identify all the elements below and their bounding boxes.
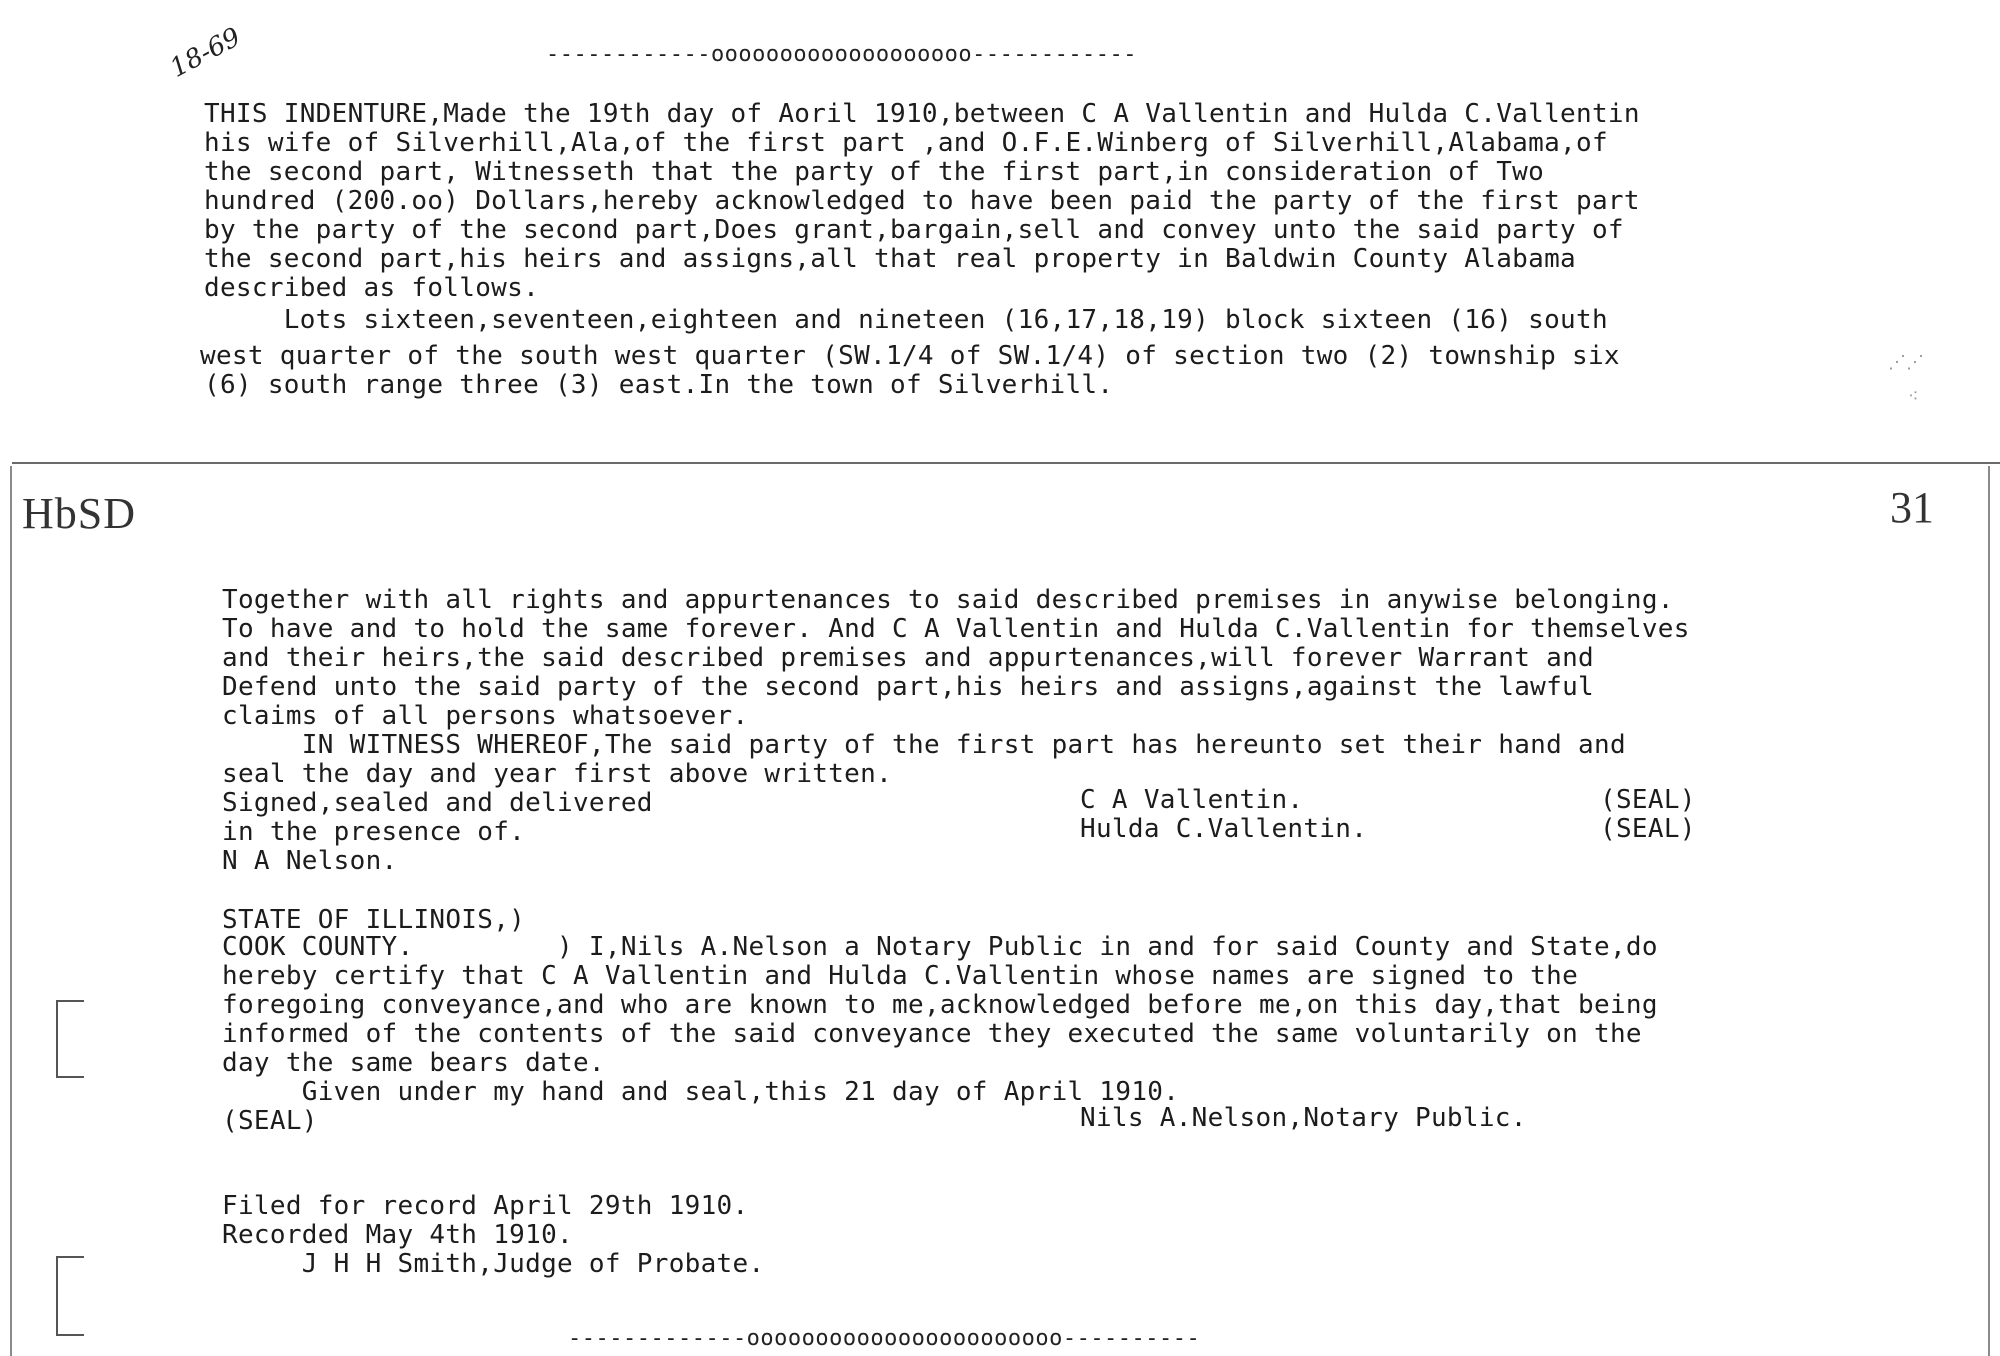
notary-seal: (SEAL)	[222, 1106, 318, 1136]
deed-line: and their heirs,the said described premises and appurtenances,will forever Warrant and	[222, 643, 1594, 673]
binding-bracket	[56, 1000, 84, 1078]
deed-line: THIS INDENTURE,Made the 19th day of Aoril 1910,between C A Vallentin and Hulda C.Vallentin	[204, 99, 1640, 129]
state-heading: STATE OF ILLINOIS,)	[222, 905, 526, 935]
ack-line: informed of the contents of the said conveyance they executed the same voluntarily on the	[222, 1019, 1642, 1049]
deed-line: by the party of the second part,Does grant,bargain,sell and convey unto the said party of	[204, 215, 1624, 245]
book-code: HbSD	[22, 489, 137, 538]
page-edge-left	[10, 466, 12, 1356]
deed-line: seal the day and year first above written.	[222, 759, 893, 789]
deed-line: the second part, Witnesseth that the party of the first part,in consideration of Two	[204, 157, 1545, 187]
deed-line: his wife of Silverhill,Ala,of the first part ,and O.F.E.Winberg of Silverhill,Alabama,of	[204, 128, 1608, 158]
deed-line: Defend unto the said party of the second part,his heirs and assigns,against the lawful	[222, 672, 1594, 702]
deed-line: (6) south range three (3) east.In the town of Silverhill.	[204, 370, 1114, 400]
witness-name: N A Nelson.	[222, 846, 398, 876]
page-edge-right	[1988, 466, 1990, 1356]
ack-line: foregoing conveyance,and who are known to me,acknowledged before me,on this day,that being	[222, 990, 1658, 1020]
binding-bracket	[56, 1256, 84, 1336]
grantor-signature: Hulda C.Vallentin.	[1080, 814, 1368, 844]
witness-line: Signed,sealed and delivered	[222, 788, 653, 818]
stray-mark: ⁖	[1908, 386, 1919, 407]
margin-note: 18-69	[165, 22, 246, 84]
deed-line: claims of all persons whatsoever.	[222, 701, 749, 731]
witness-line: in the presence of.	[222, 817, 526, 847]
page-divider	[12, 462, 2000, 464]
deed-line: Together with all rights and appurtenances to said described premises in anywise belonging.	[222, 585, 1674, 615]
bottom-separator: -------------ooooooooooooooooooooooo----------	[568, 1326, 1201, 1351]
notary-signature: Nils A.Nelson,Notary Public.	[1080, 1103, 1527, 1133]
recorded-line: Recorded May 4th 1910.	[222, 1220, 573, 1250]
deed-line: Lots sixteen,seventeen,eighteen and nineteen (16,17,18,19) block sixteen (16) south	[204, 305, 1608, 335]
top-separator: ------------ooooooooooooooooooo------------	[546, 42, 1138, 67]
ack-line: hereby certify that C A Vallentin and Hulda C.Vallentin whose names are signed to the	[222, 961, 1579, 991]
deed-line: To have and to hold the same forever. And C A Vallentin and Hulda C.Vallentin for themselves	[222, 614, 1690, 644]
judge-line: J H H Smith,Judge of Probate.	[222, 1249, 765, 1279]
seal-label: (SEAL)	[1600, 814, 1696, 844]
deed-line: west quarter of the south west quarter (SW.1/4 of SW.1/4) of section two (2) township six	[200, 341, 1620, 371]
deed-line: hundred (200.oo) Dollars,hereby acknowledged to have been paid the party of the first part	[204, 186, 1640, 216]
deed-line: the second part,his heirs and assigns,all that real property in Baldwin County Alabama	[204, 244, 1576, 274]
filed-line: Filed for record April 29th 1910.	[222, 1191, 749, 1221]
ack-line: Given under my hand and seal,this 21 day of April 1910.	[222, 1077, 1180, 1107]
grantor-signature: C A Vallentin.	[1080, 785, 1304, 815]
ack-line: day the same bears date.	[222, 1048, 605, 1078]
county-line: COOK COUNTY. ) I,Nils A.Nelson a Notary Public in and for said County and State,do	[222, 932, 1658, 962]
seal-label: (SEAL)	[1600, 785, 1696, 815]
page-number: 31	[1890, 483, 1934, 532]
deed-line: described as follows.	[204, 273, 540, 303]
stray-mark: ⋰⋰	[1888, 352, 1924, 373]
deed-line: IN WITNESS WHEREOF,The said party of the first part has hereunto set their hand and	[222, 730, 1626, 760]
